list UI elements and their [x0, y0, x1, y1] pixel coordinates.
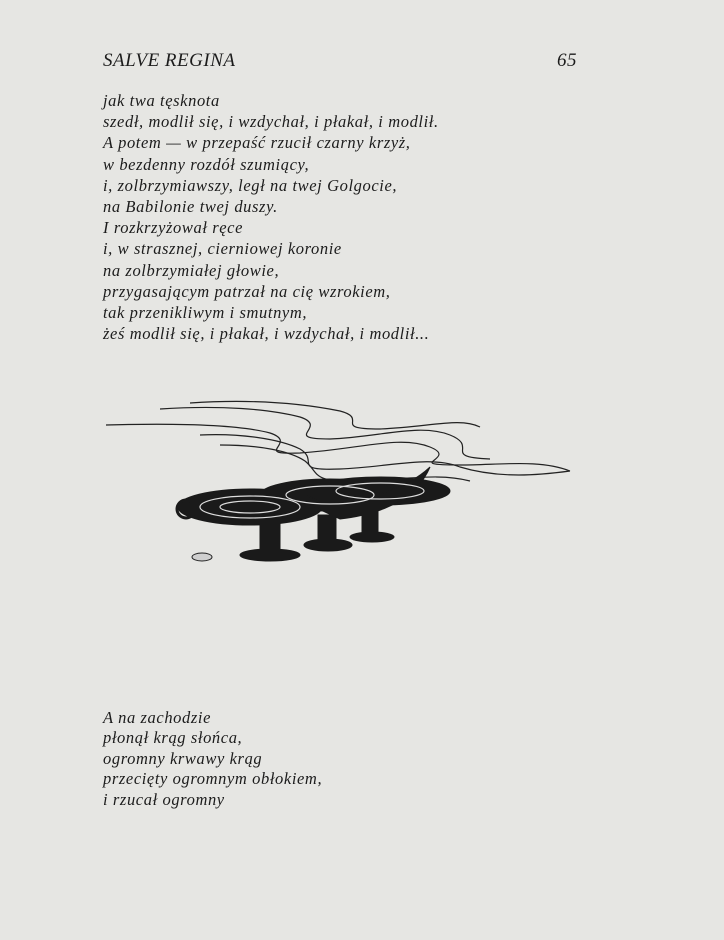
- verse-line: w bezdenny rozdół szumiący,: [103, 154, 310, 174]
- verse-line: płonął krąg słońca,: [103, 728, 243, 748]
- oil-lamps-smoke-illustration: [100, 395, 580, 575]
- verse-line: i rzucał ogromny: [103, 789, 225, 809]
- verse-line: ogromny krwawy krąg: [103, 748, 263, 768]
- lamps: [177, 467, 450, 561]
- poem-stanza-2: [103, 708, 322, 810]
- running-header-title: SALVE REGINA: [103, 50, 236, 71]
- verse-line: na zolbrzymiałej głowie,: [103, 260, 280, 280]
- verse-line: i, w strasznej, cierniowej koronie: [103, 239, 342, 259]
- page-number: 65: [557, 50, 577, 71]
- verse-line: przecięty ogromnym obłokiem,: [103, 769, 323, 789]
- verse-line: przygasającym patrzał na cię wzrokiem,: [103, 281, 391, 301]
- coin: [192, 553, 212, 561]
- verse-line: szedł, modlił się, i wzdychał, i płakał, i modlił.: [103, 112, 439, 132]
- verse-line: tak przenikliwym i smutnym,: [103, 303, 308, 323]
- verse-line: A na zachodzie: [103, 708, 212, 727]
- verse-line: I rozkrzyżował ręce: [103, 218, 244, 238]
- poem-stanza-1: [103, 90, 439, 344]
- verse-line: żeś modlił się, i płakał, i wzdychał, i modlił...: [103, 324, 430, 344]
- verse-line: na Babilonie twej duszy.: [103, 197, 278, 217]
- verse-line: i, zolbrzymiawszy, legł na twej Golgocie,: [103, 175, 398, 195]
- verse-line: jak twa tęsknota: [103, 91, 220, 110]
- smoke-wisps: [106, 401, 570, 481]
- verse-line: A potem — w przepaść rzucił czarny krzyż,: [103, 133, 411, 153]
